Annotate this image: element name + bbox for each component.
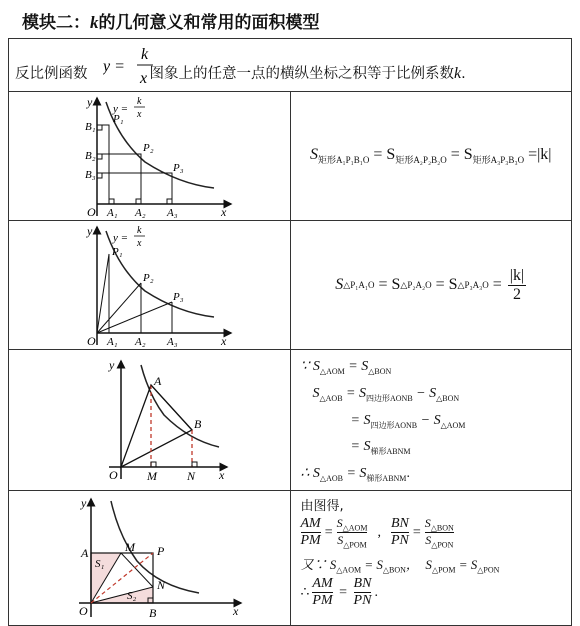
label-func: y =: [113, 232, 129, 244]
title-suffix: 的几何意义和常用的面积模型: [98, 13, 320, 33]
label-func-k: k: [137, 225, 142, 236]
label-y: y: [81, 495, 87, 510]
label-p3: P₃: [173, 291, 184, 303]
page-title: [22, 8, 320, 33]
row4-proof: [291, 491, 572, 609]
rect-3: [97, 173, 172, 204]
label-a3: A₃: [167, 207, 178, 219]
label-func-x: x: [137, 238, 142, 249]
label-n: N: [157, 577, 166, 592]
label-y: y: [109, 357, 115, 372]
label-p2: P₂: [143, 142, 154, 154]
row3-graph-cell: [9, 350, 291, 491]
row3-formula-cell: [290, 350, 572, 491]
label-b1: B₁: [85, 121, 96, 133]
header-row: [9, 39, 572, 92]
header-text: [15, 62, 466, 83]
label-a2: A₂: [135, 336, 146, 348]
label-func: y =: [113, 103, 129, 115]
model-table: [8, 38, 572, 626]
rect-2: [97, 154, 141, 204]
row2-graph: [9, 221, 291, 349]
label-x: x: [219, 467, 225, 482]
rect-1: [97, 125, 109, 204]
label-func-k: k: [137, 96, 142, 107]
row3-line-5: ∴ $S_{\triangle AOB} = S_{梯形ABNM}$.: [300, 466, 410, 483]
label-b: B: [149, 605, 157, 620]
title-prefix: 模块二：: [22, 13, 90, 33]
label-s2: S₂: [127, 589, 137, 602]
label-o: O: [79, 603, 88, 618]
row1-graph: [9, 92, 291, 220]
row4-formula-cell: [290, 490, 572, 625]
row3-line-3: = $S_{四边形AONB} - S_{\triangle AOM}$: [350, 412, 466, 430]
label-p1: P₁: [112, 246, 123, 258]
header-function-fraction: [103, 41, 163, 87]
label-a: A: [81, 545, 89, 560]
label-a1: A₁: [107, 336, 118, 348]
label-b3: B₃: [85, 169, 96, 181]
label-a1: A₁: [107, 207, 118, 219]
row3-line-2: $S_{\triangle AOB} = S_{四边形AONB} - S_{\triangle BON}$: [312, 385, 460, 403]
row3-proof: [291, 350, 572, 490]
row4-graph-cell: [9, 490, 291, 625]
row2-graph-cell: [9, 221, 291, 350]
header-period: .: [461, 66, 466, 82]
hyperbola-curve: [141, 365, 219, 447]
triangle-aob: [121, 385, 192, 467]
row1-graph-cell: [9, 92, 291, 221]
label-a: A: [154, 373, 162, 388]
header-frac-k: k: [141, 46, 149, 63]
label-p: P: [157, 543, 165, 558]
label-s1: S₁: [95, 557, 105, 570]
row4-graph: [9, 491, 291, 625]
label-x: x: [233, 603, 239, 618]
label-b: B: [194, 416, 202, 431]
header-lead: 反比例函数: [15, 66, 88, 82]
row1-formula: $S_{矩形A_1P_1B_1O} = S_{矩形A_2P_2B_2O} = S_{矩形A_3P_3B_3O} =|k|$: [309, 145, 552, 166]
label-b2: B₂: [85, 150, 96, 162]
label-p1: P₁: [113, 113, 124, 125]
row3-line-1: ∵ $S_{\triangle AOM} = S_{\triangle BON}$: [300, 359, 392, 376]
title-k: k: [90, 13, 99, 32]
label-a3: A₃: [167, 336, 178, 348]
label-n: N: [187, 468, 196, 483]
row3-line-4: = $S_{梯形ABNM}$: [350, 439, 411, 457]
header-frac-x: x: [140, 70, 148, 87]
label-x: x: [221, 205, 227, 219]
header-tail: 图象上的任意一点的横纵坐标之积等于比例系数: [149, 66, 454, 82]
label-y: y: [87, 224, 93, 238]
label-p3: P₃: [173, 162, 184, 174]
label-m: M: [125, 539, 135, 554]
row1-formula-cell: [290, 92, 572, 221]
header-k: k: [454, 65, 462, 82]
label-x: x: [221, 334, 227, 348]
row2-formula-cell: [290, 221, 572, 350]
label-o: O: [87, 205, 96, 219]
header-y-eq: y =: [103, 58, 125, 75]
row3-graph: [9, 355, 291, 485]
row4-line-4: ∴ $\frac{AM}{PM}$ = $\frac{BN}{PN}$ .: [300, 576, 378, 609]
label-p2: P₂: [143, 272, 154, 284]
row4-line-3: 又∵ $S_{\triangle AOM} = S_{\triangle BON}$， $S_{\triangle POM} = S_{\triangle PON}$: [300, 556, 500, 575]
row4-line-2: $\frac{AM}{PM}$ = $S_{\triangle AOM}$ $S_{\triangle POM}$ , $\frac{BN}{PN}$ = $S_{\triangle BON}$ $S_{\triangle PON}$: [300, 515, 454, 550]
label-a2: A₂: [135, 207, 146, 219]
label-o: O: [109, 467, 118, 482]
row2-formula: S △P₁A₁O = S △P₂A₂O = S △P₃A₃O = $\frac{|k|}{2}$: [335, 266, 525, 303]
label-y: y: [87, 95, 93, 109]
label-o: O: [87, 334, 96, 348]
label-func-x: x: [137, 109, 142, 120]
row4-line-1: 由图得,: [300, 498, 344, 514]
label-m: M: [147, 468, 157, 483]
